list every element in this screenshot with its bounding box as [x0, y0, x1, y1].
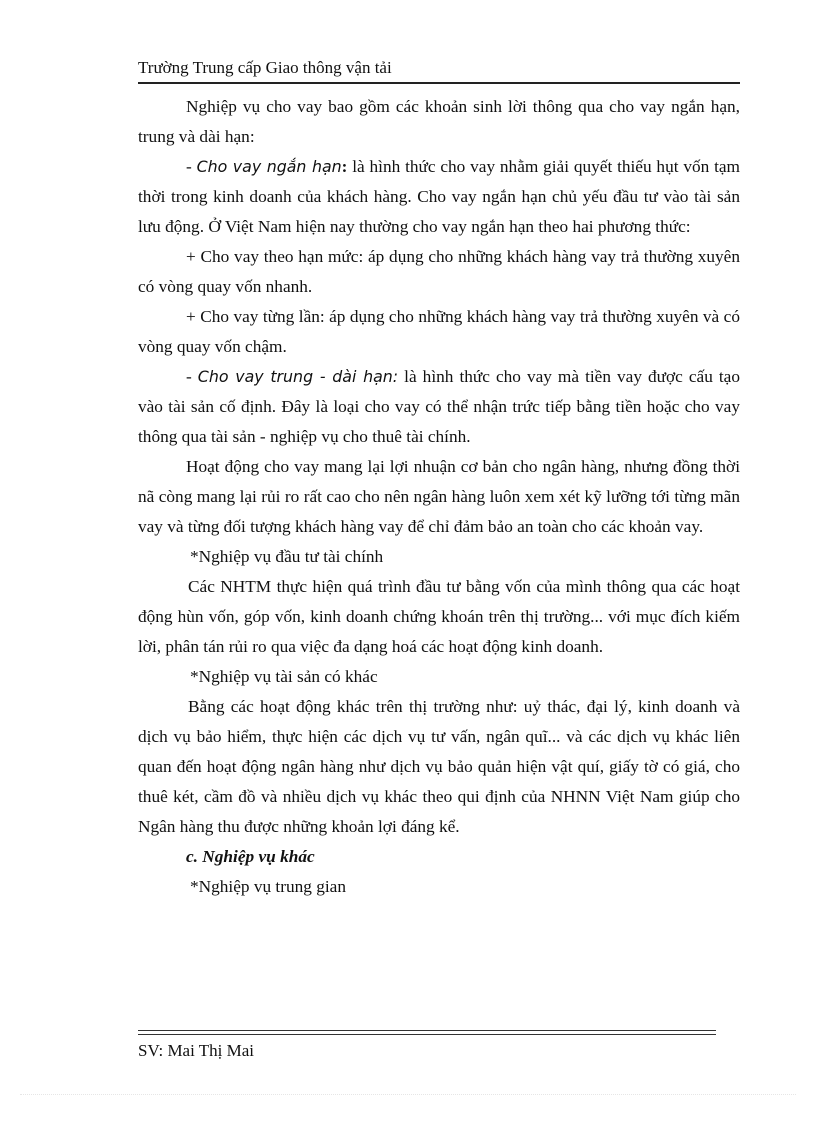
page-header	[138, 56, 740, 84]
heading-intermediary: *Nghiệp vụ trung gian	[190, 877, 346, 896]
school-name: Trường Trung cấp Giao thông vận tải	[138, 58, 392, 77]
list-dash: -	[186, 157, 197, 176]
term-medium-long-term-loan: Cho vay trung - dài hạn:	[197, 367, 399, 386]
paragraph-per-loan: + Cho vay từng lần: áp dụng cho những khách hàng vay trả thường xuyên và có vòng quay vốn chậm.	[138, 307, 740, 356]
paragraph-financial-investment: Các NHTM thực hiện quá trình đầu tư bằng vốn của mình thông qua các hoạt động hùn vốn, góp vốn, kinh doanh chứng khoán trên thị trường... với mục đích kiếm lời, phân tán rủi ro qua việc đa dạng hoá các hoạt động kinh doanh.	[138, 577, 740, 656]
student-name: SV: Mai Thị Mai	[138, 1041, 255, 1060]
term-colon: :	[341, 157, 348, 176]
page-footer	[138, 1040, 254, 1062]
medium-long-term-loan-text: là hình thức cho vay mà tiền vay được cấu tạo vào tài sản cố định. Đây là loại cho vay có thể nhận trức tiếp bằng tiền hoặc cho vay thông qua tài sản - nghiệp vụ cho thuê tài chính.	[138, 367, 740, 446]
document-body	[138, 92, 740, 902]
heading-financial-investment: *Nghiệp vụ đầu tư tài chính	[190, 547, 384, 566]
paragraph-medium-long-term-loan	[138, 362, 740, 452]
paragraph-short-term-loan	[138, 152, 740, 242]
footer-divider	[138, 1030, 716, 1035]
paragraph-other-assets: Bằng các hoạt động khác trên thị trường như: uỷ thác, đại lý, kinh doanh và dịch vụ bảo hiểm, thực hiện các dịch vụ tư vấn, ngân quĩ... và các dịch vụ khác liên quan đến hoạt động ngân hàng như dịch vụ bảo quản hiện vật quí, giấy tờ có giá, cho thuê két, cầm đồ và nhiều dịch vụ khác theo qui định của NHNN Việt Nam giúp cho Ngân hàng thu được những khoản lợi đáng kể.	[138, 697, 740, 836]
section-heading-other-operations: c. Nghiệp vụ khác	[186, 847, 315, 866]
page-edge-dotted-line	[20, 1094, 796, 1095]
list-dash: -	[186, 367, 198, 386]
paragraph-credit-line: + Cho vay theo hạn mức: áp dụng cho những khách hàng vay trả thường xuyên có vòng quay vốn nhanh.	[138, 247, 740, 296]
paragraph-loan-risk: Hoạt động cho vay mang lại lợi nhuận cơ bản cho ngân hàng, nhưng đồng thời nã còng mang lại rủi ro rất cao cho nên ngân hàng luôn xem xét kỹ lưỡng tới từng mãn vay và từng đối tượng khách hàng vay để chỉ đảm bảo an toàn cho các khoản vay.	[138, 457, 740, 536]
term-short-term-loan: Cho vay ngắn hạn	[196, 157, 342, 176]
heading-other-assets: *Nghiệp vụ tài sản có khác	[190, 667, 378, 686]
paragraph-loan-intro: Nghiệp vụ cho vay bao gồm các khoản sinh lời thông qua cho vay ngắn hạn, trung và dài hạn:	[138, 97, 740, 146]
short-term-loan-text: là hình thức cho vay nhằm giải quyết thiếu hụt vốn tạm thời trong kinh doanh của khách hàng. Cho vay ngắn hạn chủ yếu đầu tư vào tài sản lưu động. Ở Việt Nam hiện nay thường cho vay ngắn hạn theo hai phương thức:	[138, 157, 740, 236]
